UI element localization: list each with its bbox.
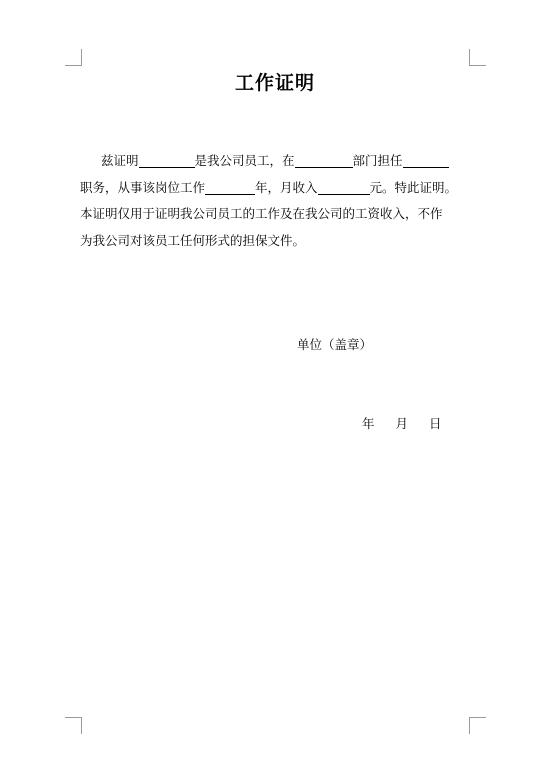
margin-mark-top-left <box>65 49 82 66</box>
position-blank[interactable] <box>403 153 449 168</box>
margin-mark-bottom-right <box>469 717 486 734</box>
text-segment: 职务，从事该岗位工作 <box>80 179 206 195</box>
text-segment: 是我公司员工，在 <box>194 153 295 168</box>
department-blank[interactable] <box>295 153 353 168</box>
certificate-body <box>80 148 480 254</box>
name-blank[interactable] <box>139 153 195 168</box>
date-year-label: 年 <box>362 416 375 431</box>
text-segment: 元。特此证明。 <box>369 179 458 195</box>
income-blank[interactable] <box>318 180 370 195</box>
text-segment: 年，月收入 <box>255 179 318 195</box>
body-line-1 <box>80 148 480 175</box>
body-line-4: 为我公司对该员工任何形式的担保文件。 <box>80 232 306 248</box>
date-month-label: 月 <box>395 416 409 431</box>
body-line-2 <box>80 175 480 202</box>
body-line-3: 本证明仅用于证明我公司员工的工作及在我公司的工资收入，不作 <box>80 206 443 221</box>
margin-mark-bottom-left <box>65 717 82 734</box>
text-segment: 部门担任 <box>352 153 403 168</box>
margin-mark-top-right <box>469 49 486 66</box>
document-title: 工作证明 <box>234 72 315 94</box>
years-blank[interactable] <box>205 180 255 195</box>
text-segment: 兹证明 <box>101 153 139 168</box>
unit-seal-label: 单位（盖章） <box>297 337 373 352</box>
date-day-label: 日 <box>429 416 442 431</box>
signature-date <box>362 414 442 432</box>
